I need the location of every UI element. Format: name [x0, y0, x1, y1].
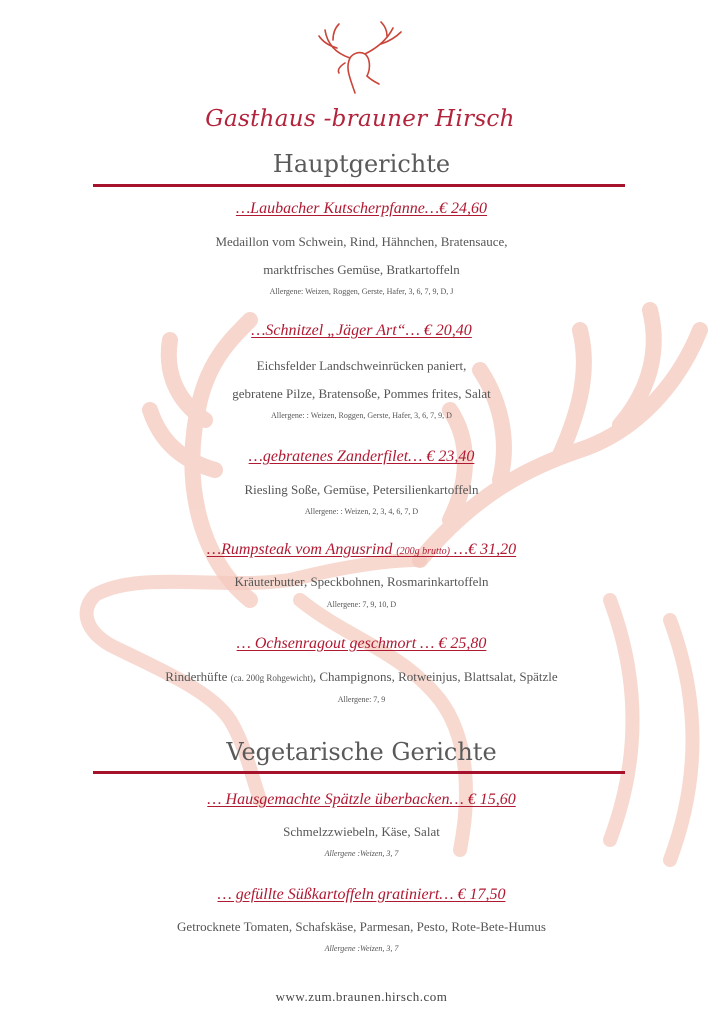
dish-allergens: Allergene: 7, 9, 10, D [326, 600, 397, 609]
dish-allergens: Allergene: Weizen, Roggen, Gerste, Hafer, 3, 6, 7, 9, D, J [269, 287, 454, 296]
dish-title: …gebratenes Zanderfilet… € 23,40 [248, 448, 475, 465]
section-divider [93, 184, 625, 187]
stag-head-icon [315, 18, 405, 98]
dish-title: …Laubacher Kutscherpfanne…€ 24,60 [235, 200, 488, 217]
dish-description: Medaillon vom Schwein, Rind, Hähnchen, Bratensauce, [215, 234, 508, 249]
dish-weight-note: (ca. 200g Rohgewicht) [230, 673, 313, 683]
section-divider [93, 771, 625, 774]
dish-title-main: …Rumpsteak vom Angusrind [206, 541, 393, 558]
dish-description: Eichsfelder Landschweinrücken paniert, [256, 358, 467, 373]
dish-description-start: Rinderhüfte [165, 669, 228, 684]
dish-description: marktfrisches Gemüse, Bratkartoffeln [263, 262, 460, 277]
dish-allergens: Allergene :Weizen, 3, 7 [324, 944, 399, 953]
restaurant-logo [205, 18, 515, 153]
dish-allergens: Allergene: 7, 9 [337, 695, 386, 704]
dish-description: Riesling Soße, Gemüse, Petersilienkartoffeln [244, 482, 479, 497]
dish-description: Schmelzzwiebeln, Käse, Salat [283, 824, 440, 839]
footer-website: www.zum.braunen.hirsch.com [275, 989, 448, 1004]
dish-description [0, 669, 723, 685]
dish-description: gebratene Pilze, Bratensoße, Pommes frites, Salat [232, 386, 491, 401]
dish-title [0, 541, 723, 559]
dish-allergens: Allergene: : Weizen, 2, 3, 4, 6, 7, D [304, 507, 419, 516]
section-title-main-dishes: Hauptgerichte [272, 150, 451, 178]
dish-allergens: Allergene: : Weizen, Roggen, Gerste, Hafer, 3, 6, 7, 9, D [271, 411, 452, 420]
dish-title: …Schnitzel „Jäger Art“… € 20,40 [251, 322, 472, 339]
dish-description: Getrocknete Tomaten, Schafskäse, Parmesan, Pesto, Rote-Bete-Humus [177, 919, 546, 934]
dish-title: … Hausgemachte Spätzle überbacken… € 15,60 [207, 791, 516, 808]
section-title-vegetarian: Vegetarische Gerichte [226, 738, 497, 766]
dish-weight-note: (200g brutto) [396, 546, 450, 557]
restaurant-name: Gasthaus -brauner Hirsch [205, 106, 515, 132]
dish-title: … gefüllte Süßkartoffeln gratiniert… € 17,50 [217, 886, 506, 903]
dish-allergens: Allergene :Weizen, 3, 7 [324, 849, 399, 858]
dish-title: … Ochsenragout geschmort … € 25,80 [236, 635, 487, 652]
dish-price: …€ 31,20 [453, 541, 517, 558]
dish-description-end: , Champignons, Rotweinjus, Blattsalat, Spätzle [312, 669, 558, 684]
dish-description: Kräuterbutter, Speckbohnen, Rosmarinkartoffeln [234, 574, 489, 589]
